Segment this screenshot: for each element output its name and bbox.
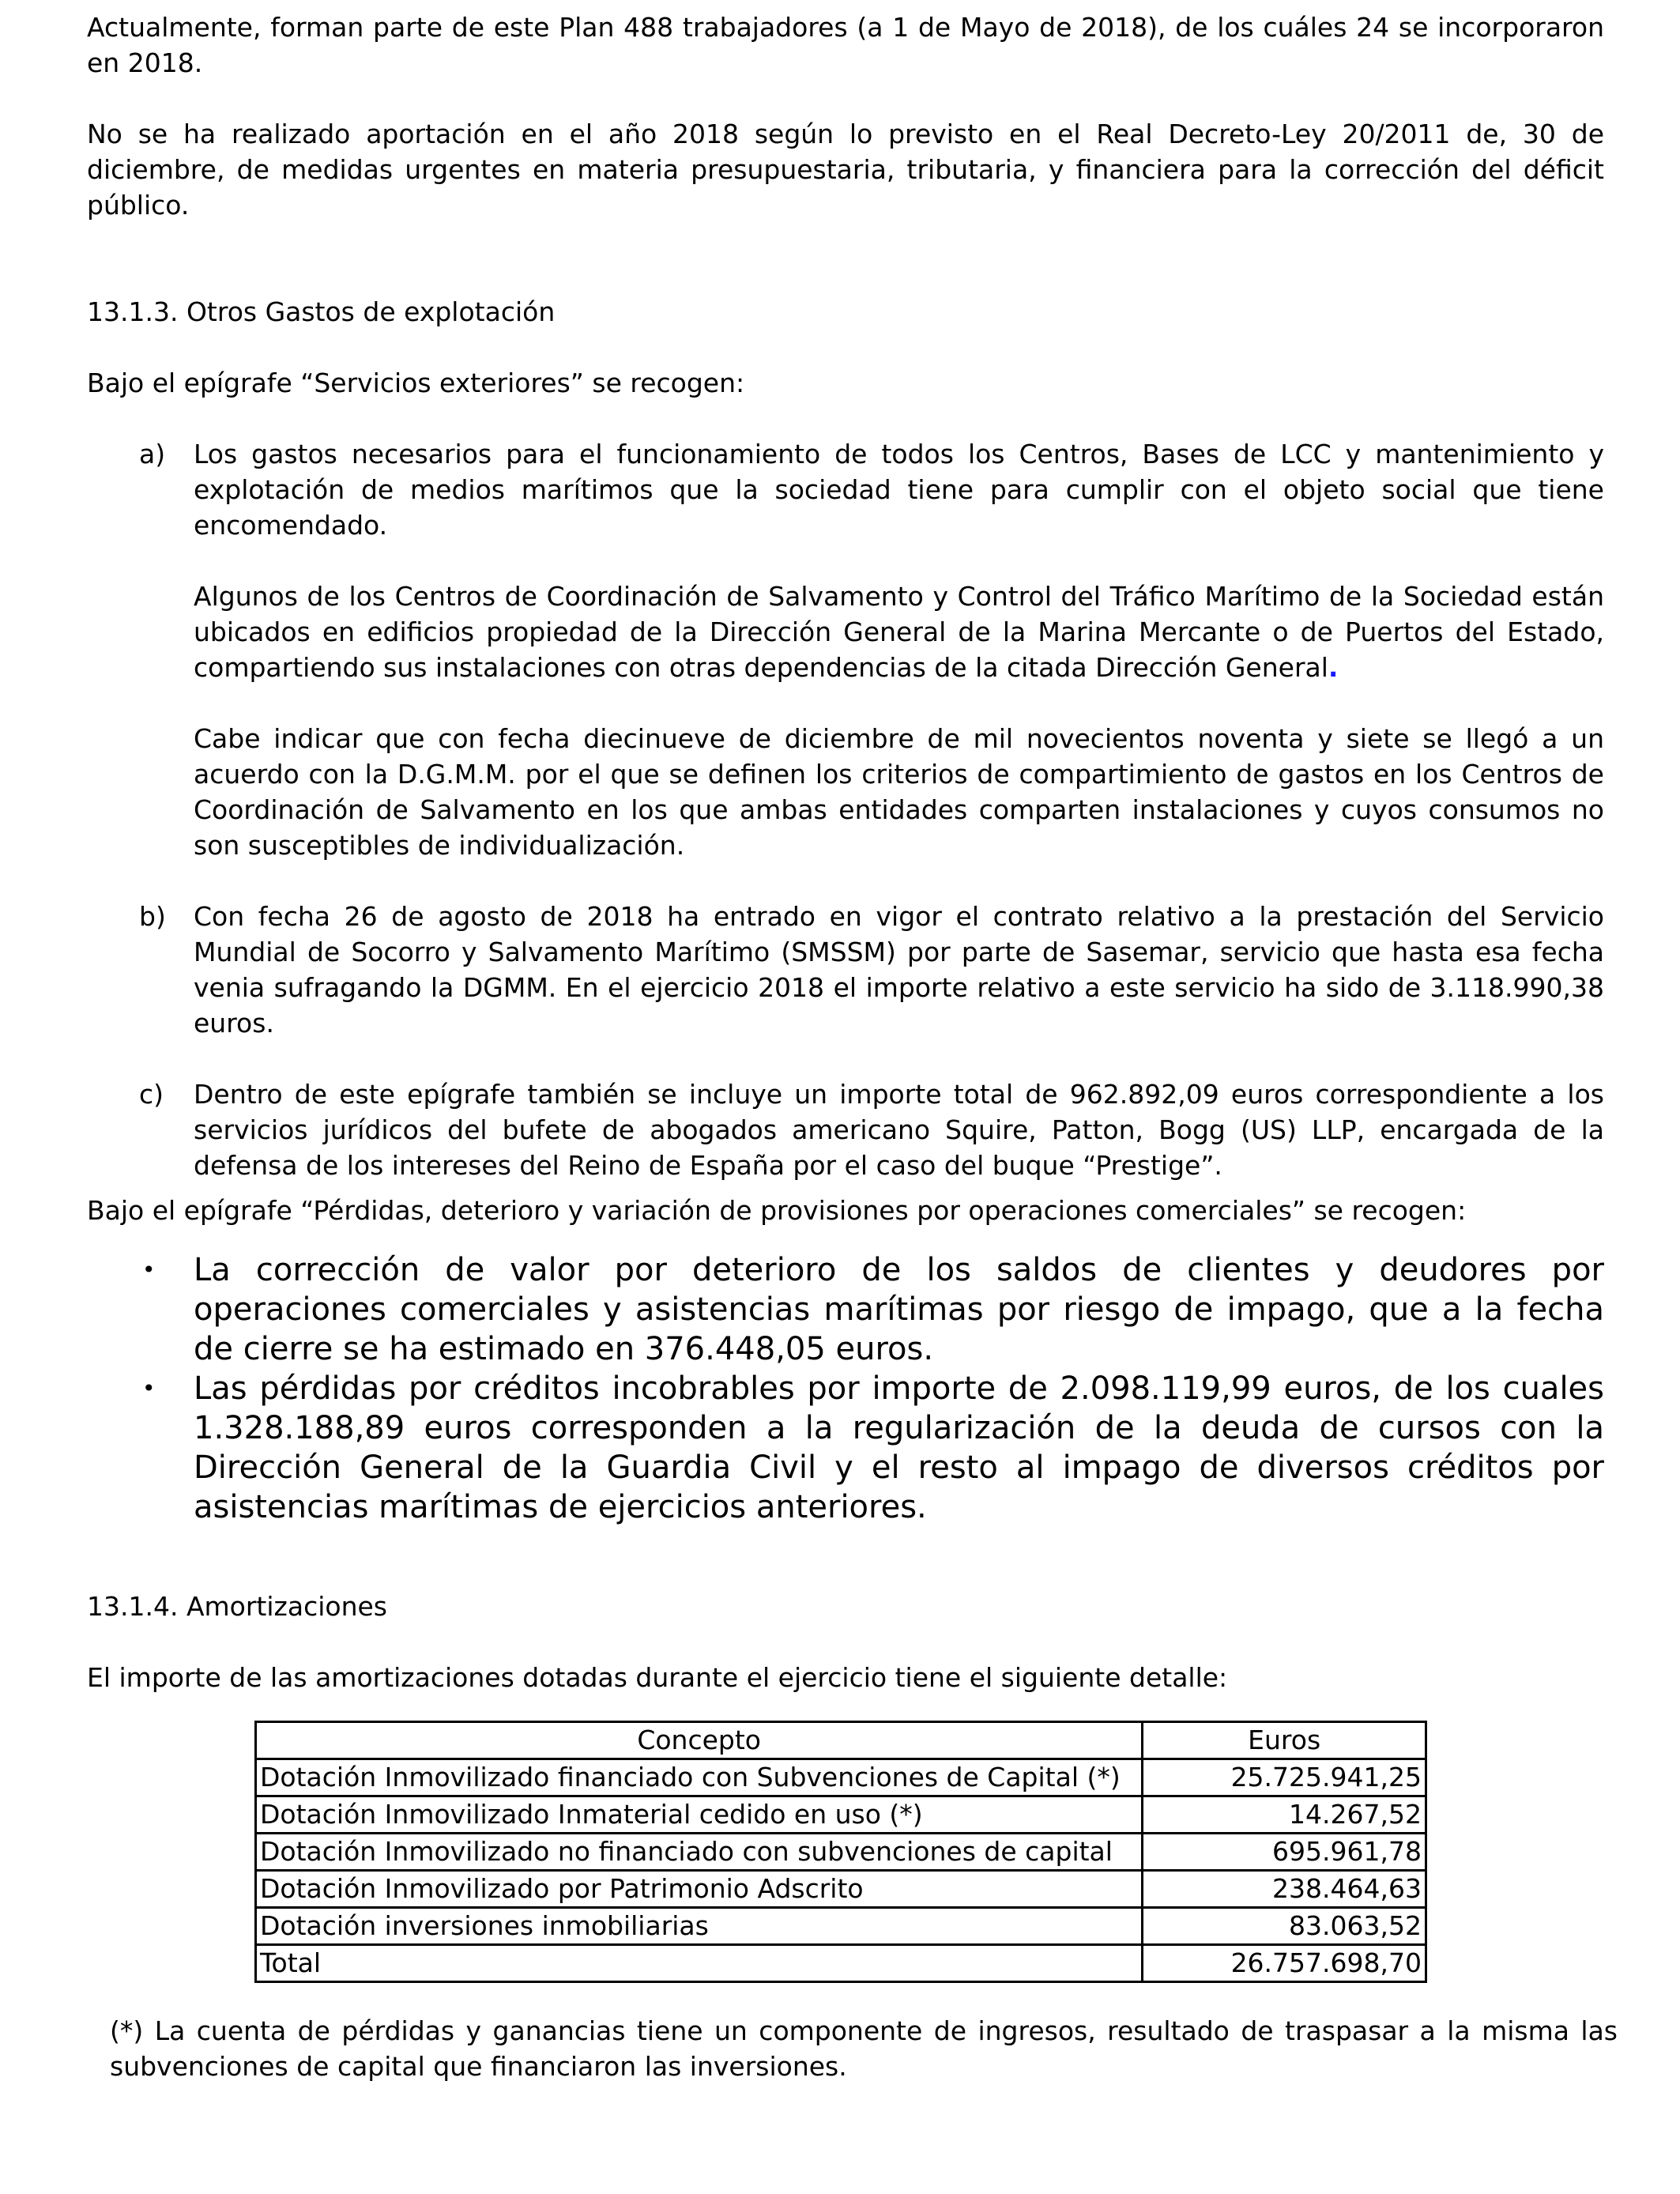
cell-concept: Dotación Inmovilizado Inmaterial cedido en uso (*) [256,1796,1143,1834]
section-intro-servicios: Bajo el epígrafe “Servicios exteriores” se recogen: [87,368,745,398]
cell-amount: 14.267,52 [1143,1796,1426,1834]
cell-concept: Dotación inversiones inmobiliarias [256,1908,1143,1945]
list-item-c [87,1076,1604,1183]
item-a-paragraph-1: Los gastos necesarios para el funcionamiento de todos los Centros, Bases de LCC y mantenimiento y explotación de medios marítimos que la sociedad tiene para cumplir con el objeto social que tiene encomendado. [194,439,1604,541]
document-page [87,9,1618,2084]
list-marker-b: b) [139,901,166,932]
bullet-list [87,1250,1604,1527]
cell-amount: 695.961,78 [1143,1834,1426,1871]
bullet-item-2 [87,1369,1604,1527]
item-a-paragraph-3: Cabe indicar que con fecha diecinueve de diciembre de mil novecientos noventa y siete se llegó a un acuerdo con la D.G.M.M. por el que se definen los criterios de compartimiento de gastos en los Centros de Coordinación de Salvamento en los que ambas entidades comparten instalaciones y cuyos consumos no son susceptibles de individualización. [194,723,1604,861]
cell-amount: 25.725.941,25 [1143,1759,1426,1796]
blue-period: . [1328,652,1339,683]
list-item-a [87,436,1604,863]
header-concepto: Concepto [256,1722,1143,1759]
list-item-b [87,899,1604,1041]
amortization-table [254,1721,1427,1983]
paragraph-no-contribution: No se ha realizado aportación en el año 2018 según lo previsto en el Real Decreto-Ley 20/2011 de, 30 de diciembre, de medidas urgentes en materia presupuestaria, tributaria, y financiera para la corrección del déficit público. [87,119,1604,221]
cell-concept: Dotación Inmovilizado financiado con Subvenciones de Capital (*) [256,1759,1143,1796]
table-row [256,1834,1426,1871]
table-row [256,1759,1426,1796]
item-c-text: Dentro de este epígrafe también se incluye un importe total de 962.892,09 euros correspondiente a los servicios jurídicos del bufete de abogados americano Squire, Patton, Bogg (US) LLP, encargada de la defensa de los intereses del Reino de España por el caso del buque “Prestige”. [194,1079,1604,1181]
bullet-icon: • [142,1375,156,1401]
bullet-icon: • [142,1257,156,1283]
table-total-row [256,1945,1426,1982]
item-a-paragraph-2-text: Algunos de los Centros de Coordinación de Salvamento y Control del Tráfico Marítimo de la Sociedad están ubicados en edificios propiedad de la Dirección General de la Marina Mercante o de Puertos del Estado, compartiendo sus instalaciones con otras dependencias de la citada Dirección General [194,581,1604,683]
cell-concept: Dotación Inmovilizado no financiado con subvenciones de capital [256,1834,1143,1871]
section-intro-perdidas: Bajo el epígrafe “Pérdidas, deterioro y variación de provisiones por operaciones comerciales” se recogen: [87,1195,1467,1226]
section-heading-1313: 13.1.3. Otros Gastos de explotación [87,296,556,327]
paragraph-plan-workers: Actualmente, forman parte de este Plan 488 trabajadores (a 1 de Mayo de 2018), de los cuáles 24 se incorporaron en 2018. [87,12,1604,78]
cell-total-amount: 26.757.698,70 [1143,1945,1426,1982]
header-euros: Euros [1143,1722,1426,1759]
table-row [256,1871,1426,1908]
list-marker-c: c) [139,1079,164,1110]
footnote-text: (*) La cuenta de pérdidas y ganancias tiene un componente de ingresos, resultado de traspasar a la misma las subvenciones de capital que financiaron las inversiones. [110,2015,1618,2082]
bullet-text-2: Las pérdidas por créditos incobrables por importe de 2.098.119,99 euros, de los cuales 1.328.188,89 euros corresponden a la regularización de la deuda de cursos con la Dirección General de la Guardia Civil y el resto al impago de diversos créditos por asistencias marítimas de ejercicios anteriores. [194,1370,1604,1525]
table-footnote [87,2013,1618,2084]
bullet-text-1: La corrección de valor por deterioro de los saldos de clientes y deudores por operaciones comerciales y asistencias marítimas por riesgo de impago, que a la fecha de cierre se ha estimado en 376.448,05 euros. [194,1252,1604,1367]
list-marker-a: a) [139,439,166,469]
item-a-paragraph-2 [194,579,1604,685]
bullet-item-1 [87,1250,1604,1369]
section-heading-1314: 13.1.4. Amortizaciones [87,1591,387,1622]
cell-concept: Dotación Inmovilizado por Patrimonio Adscrito [256,1871,1143,1908]
item-b-text: Con fecha 26 de agosto de 2018 ha entrado en vigor el contrato relativo a la prestación del Servicio Mundial de Socorro y Salvamento Marítimo (SMSSM) por parte de Sasemar, servicio que hasta esa fecha venia sufragando la DGMM. En el ejercicio 2018 el importe relativo a este servicio ha sido de 3.118.990,38 euros. [194,901,1604,1039]
cell-amount: 238.464,63 [1143,1871,1426,1908]
table-row [256,1908,1426,1945]
cell-total-label: Total [256,1945,1143,1982]
section-intro-amortizaciones: El importe de las amortizaciones dotadas durante el ejercicio tiene el siguiente detalle: [87,1662,1228,1693]
table-row [256,1796,1426,1834]
table-header-row [256,1722,1426,1759]
cell-amount: 83.063,52 [1143,1908,1426,1945]
